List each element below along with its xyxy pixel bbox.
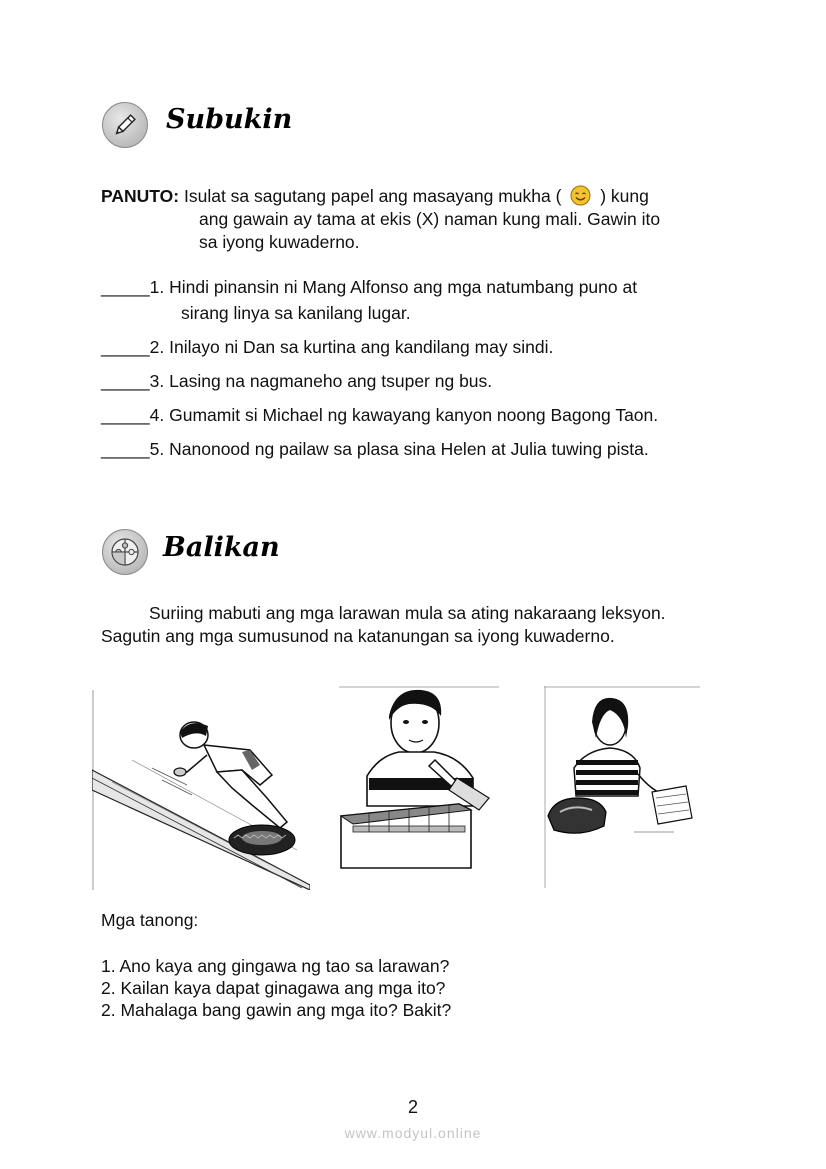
instructions	[101, 185, 727, 254]
intro-line2: Sagutin ang mga sumusunod na katanungan sa iyong kuwaderno.	[101, 626, 615, 646]
section-title-balikan: Balikan	[163, 532, 280, 563]
instructions-line1a: Isulat sa sagutang papel ang masayang mukha (	[183, 186, 562, 206]
question-item: 1. Ano kaya ang gingawa ng tao sa larawan?	[101, 956, 450, 976]
section-title-subukin: Subukin	[166, 104, 293, 135]
item-text: 5. Nanonood ng pailaw sa plasa sina Helen at Julia tuwing pista.	[149, 439, 649, 459]
item-text: 2. Inilayo ni Dan sa kurtina ang kandilang may sindi.	[149, 337, 554, 357]
question-item: 2. Mahalaga bang gawin ang mga ito? Bakit?	[101, 1000, 452, 1020]
questions-label: Mga tanong:	[101, 910, 199, 930]
instructions-label: PANUTO:	[101, 186, 180, 206]
answer-blank[interactable]: _____	[101, 405, 150, 425]
puzzle-icon	[102, 529, 148, 575]
balikan-intro	[101, 602, 727, 648]
answer-blank[interactable]: _____	[101, 337, 150, 357]
question-item: 2. Kailan kaya dapat ginagawa ang mga ito?	[101, 978, 446, 998]
questions-list	[101, 955, 451, 1021]
item-text: 3. Lasing na nagmaneho ang tsuper ng bus.	[149, 371, 493, 391]
list-item	[101, 276, 727, 325]
list-item	[101, 370, 492, 393]
answer-blank[interactable]: _____	[101, 277, 150, 297]
boy-with-box-illustration	[339, 686, 499, 872]
instructions-line3: sa iyong kuwaderno.	[199, 232, 360, 252]
list-item	[101, 404, 658, 427]
pencil-icon	[102, 102, 148, 148]
instructions-line2: ang gawain ay tama at ekis (X) naman kung mali. Gawin ito	[199, 209, 661, 229]
list-item	[101, 438, 649, 461]
boy-fixing-roof-illustration	[92, 690, 310, 890]
instructions-line1b: ) kung	[600, 186, 649, 206]
item-text: 4. Gumamit si Michael ng kawayang kanyon noong Bagong Taon.	[149, 405, 659, 425]
list-item	[101, 336, 553, 359]
page-number: 2	[407, 1097, 418, 1117]
intro-line1: Suriing mabuti ang mga larawan mula sa ating nakaraang leksyon.	[149, 603, 666, 623]
answer-blank[interactable]: _____	[101, 371, 150, 391]
watermark: www.modyul.online	[344, 1125, 482, 1141]
item-text-continued: sirang linya sa kanilang lugar.	[181, 303, 411, 323]
item-text: 1. Hindi pinansin ni Mang Alfonso ang mga natumbang puno at	[149, 277, 638, 297]
answer-blank[interactable]: _____	[101, 439, 150, 459]
girl-with-iron-illustration	[544, 686, 700, 888]
